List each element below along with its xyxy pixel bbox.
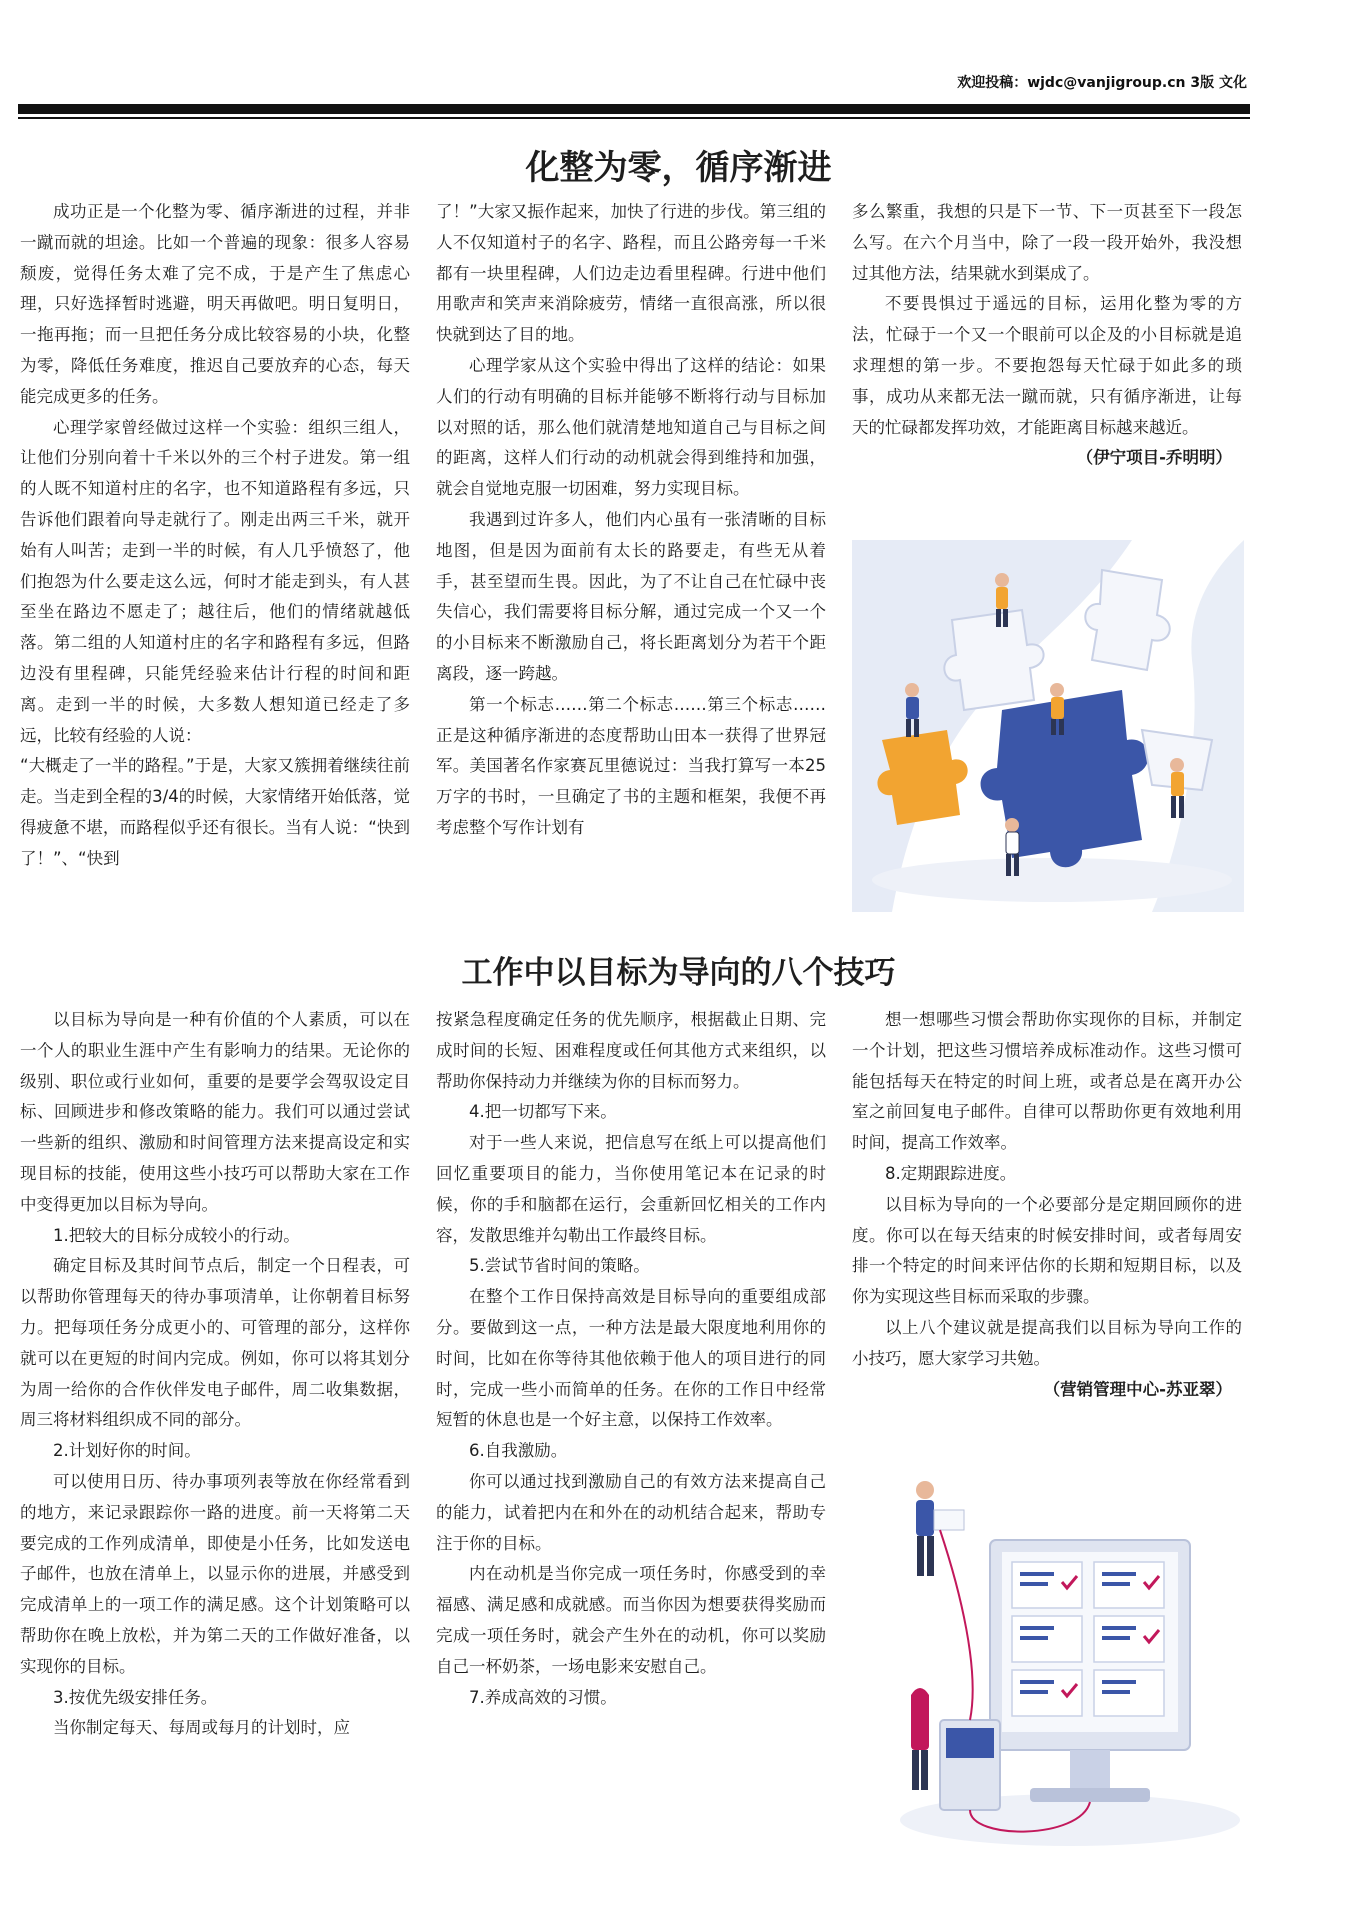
section-heading: 8.定期跟踪进度。 xyxy=(885,1163,1017,1183)
paragraph: 了！”大家又振作起来，加快了行进的步伐。第三组的人不仅知道村子的名字、路程，而且公路旁每一千米都有一块里程碑，人们边走边看里程碑。行进中他们用歌声和笑声来消除疲劳，情绪一直很高涨，所以很快就到达了目的地。 xyxy=(436,202,826,345)
paragraph: 多么繁重，我想的只是下一节、下一页甚至下一段怎么写。在六个月当中，除了一段一段开始外，我没想过其他方法，结果就水到渠成了。 xyxy=(852,202,1242,283)
article2-column-1 xyxy=(20,1005,410,1744)
paragraph: 不要畏惧过于遥远的目标，运用化整为零的方法，忙碌于一个又一个眼前可以企及的小目标就是追求理想的第一步。不要抱怨每天忙碌于如此多的琐事，成功从来都无法一蹴而就，只有循序渐进，让每天的忙碌都发挥功效，才能距离目标越来越近。 xyxy=(852,294,1242,437)
paragraph: 对于一些人来说，把信息写在纸上可以提高他们回忆重要项目的能力，当你使用笔记本在记录的时候，你的手和脑都在运行，会重新回忆相关的工作内容，发散思维并勾勒出工作最终目标。 xyxy=(436,1133,826,1245)
paragraph: 内在动机是当你完成一项任务时，你感受到的幸福感、满足感和成就感。而当你因为想要获得奖励而完成一项任务时，就会产生外在的动机，你可以奖励自己一杯奶茶，一场电影来安慰自己。 xyxy=(436,1564,826,1676)
paragraph: 你可以通过找到激励自己的有效方法来提高自己的能力，试着把内在和外在的动机结合起来，帮助专注于你的目标。 xyxy=(436,1471,826,1553)
paragraph: 我遇到过许多人，他们内心虽有一张清晰的目标地图，但是因为面前有太长的路要走，有些无从着手，甚至望而生畏。因此，为了不让自己在忙碌中丧失信心，我们需要将目标分解，通过完成一个又一个的小目标来不断激励自己，将长距离划分为若干个距离段，逐一跨越。 xyxy=(436,509,826,683)
section-heading: 3.按优先级安排任务。 xyxy=(53,1687,218,1707)
section-heading: 7.养成高效的习惯。 xyxy=(469,1687,617,1707)
article1-signature: （伊宁项目-乔明明） xyxy=(1076,448,1232,468)
article1-column-3 xyxy=(852,197,1242,474)
paragraph: 第一个标志……第二个标志……第三个标志……正是这种循序渐进的态度帮助山田本一获得了世界冠军。美国著名作家赛瓦里德说过：当我打算写一本25万字的书时，一旦确定了书的主题和框架，我便不再考虑整个写作计划有 xyxy=(436,694,826,837)
paragraph: 成功正是一个化整为零、循序渐进的过程，并非一蹴而就的坦途。比如一个普遍的现象：很多人容易颓废，觉得任务太难了完不成，于是产生了焦虑心理，只好选择暂时逃避，明天再做吧。明日复明日，一拖再拖；而一旦把任务分成比较容易的小块，化整为零，降低任务难度，推迟自己要放弃的心态，每天能完成更多的任务。 xyxy=(20,202,410,406)
article2-column-2 xyxy=(436,1005,826,1713)
article2-title: 工作中以目标为导向的八个技巧 xyxy=(461,955,896,991)
checklist-monitor-illustration xyxy=(880,1470,1240,1860)
paragraph: 以目标为导向是一种有价值的个人素质，可以在一个人的职业生涯中产生有影响力的结果。无论你的级别、职位或行业如何，重要的是要学会驾驭设定目标、回顾进步和修改策略的能力。我们可以通过尝试一些新的组织、激励和时间管理方法来提高设定和实现目标的技能，使用这些小技巧可以帮助大家在工作中变得更加以目标为导向。 xyxy=(20,1010,410,1214)
paragraph: 确定目标及其时间节点后，制定一个日程表，可以帮助你管理每天的待办事项清单，让你朝着目标努力。把每项任务分成更小的、可管理的部分，这样你就可以在更短的时间内完成。例如，你可以将其划分为周一给你的合作伙伴发电子邮件，周二收集数据，周三将材料组织成不同的部分。 xyxy=(20,1256,410,1430)
section-heading: 4.把一切都写下来。 xyxy=(469,1102,617,1122)
paragraph: 按紧急程度确定任务的优先顺序，根据截止日期、完成时间的长短、困难程度或任何其他方式来组织，以帮助你保持动力并继续为你的目标而努力。 xyxy=(436,1010,826,1091)
section-heading: 5.尝试节省时间的策略。 xyxy=(469,1256,650,1276)
header-rule-thick xyxy=(18,104,1250,114)
paragraph: 以上八个建议就是提高我们以目标为导向工作的小技巧，愿大家学习共勉。 xyxy=(852,1317,1242,1368)
article1-column-2 xyxy=(436,197,826,844)
section-heading: 6.自我激励。 xyxy=(469,1441,568,1461)
puzzle-team-illustration xyxy=(852,540,1244,912)
section-heading: 2.计划好你的时间。 xyxy=(53,1441,201,1461)
article1-column-1 xyxy=(20,197,410,875)
article2-column-3 xyxy=(852,1005,1242,1405)
paragraph: 想一想哪些习惯会帮助你实现你的目标，并制定一个计划，把这些习惯培养成标准动作。这些习惯可能包括每天在特定的时间上班，或者总是在离开办公室之前回复电子邮件。自律可以帮助你更有效地利用时间，提高工作效率。 xyxy=(852,1010,1242,1153)
section-heading: 1.把较大的目标分成较小的行动。 xyxy=(53,1225,300,1245)
paragraph: 心理学家从这个实验中得出了这样的结论：如果人们的行动有明确的目标并能够不断将行动与目标加以对照的话，那么他们就清楚地知道自己与目标之间的距离，这样人们行动的动机就会得到维持和加强，就会自觉地克服一切困难，努力实现目标。 xyxy=(436,355,826,499)
paragraph: 可以使用日历、待办事项列表等放在你经常看到的地方，来记录跟踪你一路的进度。前一天将第二天要完成的工作列成清单，即使是小任务，比如发送电子邮件，也放在清单上，以显示你的进展，并感受到完成清单上的一项工作的满足感。这个计划策略可以帮助你在晚上放松，并为第二天的工作做好准备，以实现你的目标。 xyxy=(20,1471,410,1676)
paragraph: 心理学家曾经做过这样一个实验：组织三组人，让他们分别向着十千米以外的三个村子进发。第一组的人既不知道村庄的名字，也不知道路程有多远，只告诉他们跟着向导走就行了。刚走出两三千米，就开始有人叫苦；走到一半的时候，有人几乎愤怒了，他们抱怨为什么要走这么远，何时才能走到头，有人甚至坐在路边不愿走了；越往后，他们的情绪就越低落。第二组的人知道村庄的名字和路程有多远，但路边没有里程碑，只能凭经验来估计行程的时间和距离。走到一半的时候，大多数人想知道已经走了多远，比较有经验的人说： xyxy=(20,417,410,745)
article2-signature: （营销管理中心-苏亚翠） xyxy=(1043,1379,1232,1399)
paragraph: 在整个工作日保持高效是目标导向的重要组成部分。要做到这一点，一种方法是最大限度地利用你的时间，比如在你等待其他依赖于他人的项目进行的同时，完成一些小而简单的任务。在你的工作日中经常短暂的休息也是一个好主意，以保持工作效率。 xyxy=(436,1287,826,1430)
header-rule-thin xyxy=(18,117,1250,119)
paragraph: 当你制定每天、每周或每月的计划时，应 xyxy=(53,1718,350,1738)
article1-title: 化整为零，循序渐进 xyxy=(525,148,832,188)
paragraph: 以目标为导向的一个必要部分是定期回顾你的进度。你可以在每天结束的时候安排时间，或者每周安排一个特定的时间来评估你的长期和短期目标，以及你为实现这些目标而采取的步骤。 xyxy=(852,1194,1242,1307)
paragraph: “大概走了一半的路程。”于是，大家又簇拥着继续往前走。当走到全程的3/4的时候，大家情绪开始低落，觉得疲惫不堪，而路程似乎还有很长。当有人说：“快到了！”、“快到 xyxy=(20,756,410,868)
page-header: 欢迎投稿：wjdc@vanjigroup.cn 3版 文化 xyxy=(957,75,1247,91)
